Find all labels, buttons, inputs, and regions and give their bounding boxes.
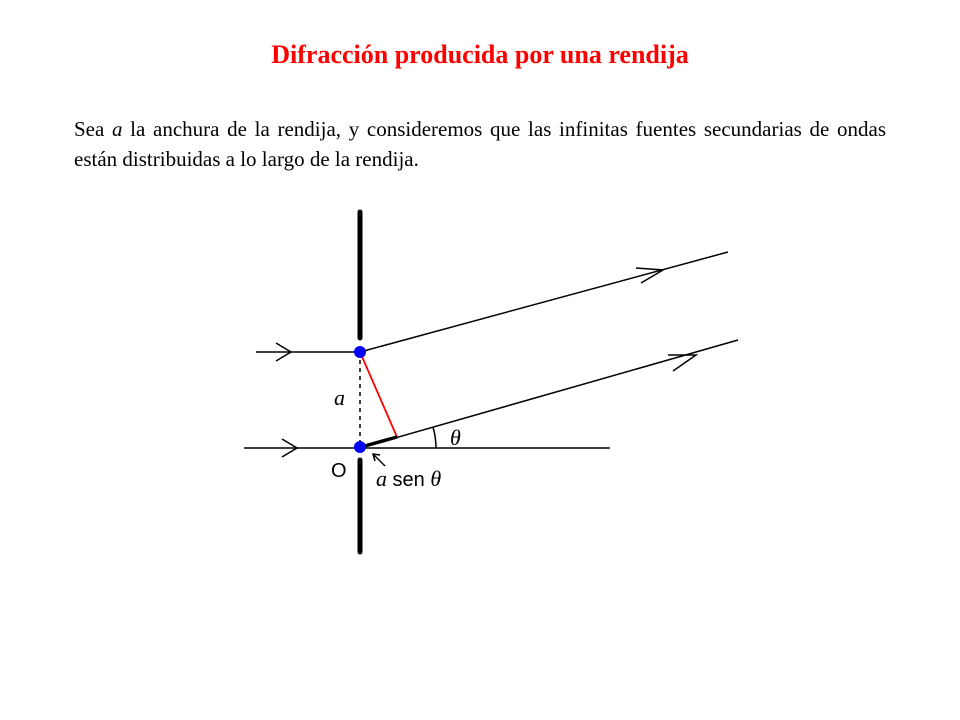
path-difference-perpendicular <box>360 352 397 437</box>
para-text-2: la anchura de la rendija, y consideremos que las infinitas fuentes secundarias de ondas están distribuidas a lo largo de la rendija. <box>74 117 886 171</box>
label-path-difference <box>376 466 441 491</box>
label-theta: θ <box>450 425 461 450</box>
source-point-top <box>354 346 366 358</box>
theta-arc <box>433 427 436 448</box>
diffracted-ray-top <box>360 252 728 352</box>
source-point-bottom <box>354 441 366 453</box>
diffracted-ray-bottom <box>360 340 738 448</box>
label-slit-width: a <box>334 385 345 410</box>
label-path-a: a <box>376 466 387 491</box>
para-variable-a: a <box>112 117 123 141</box>
label-origin: O <box>331 460 347 482</box>
label-path-theta: θ <box>430 466 442 491</box>
label-path-sen: sen <box>387 469 431 491</box>
diffracted-arrow-bottom <box>668 355 696 371</box>
page-title: Difracción producida por una rendija <box>271 40 689 69</box>
path-difference-segment <box>361 437 397 447</box>
para-text-1: Sea <box>74 117 112 141</box>
